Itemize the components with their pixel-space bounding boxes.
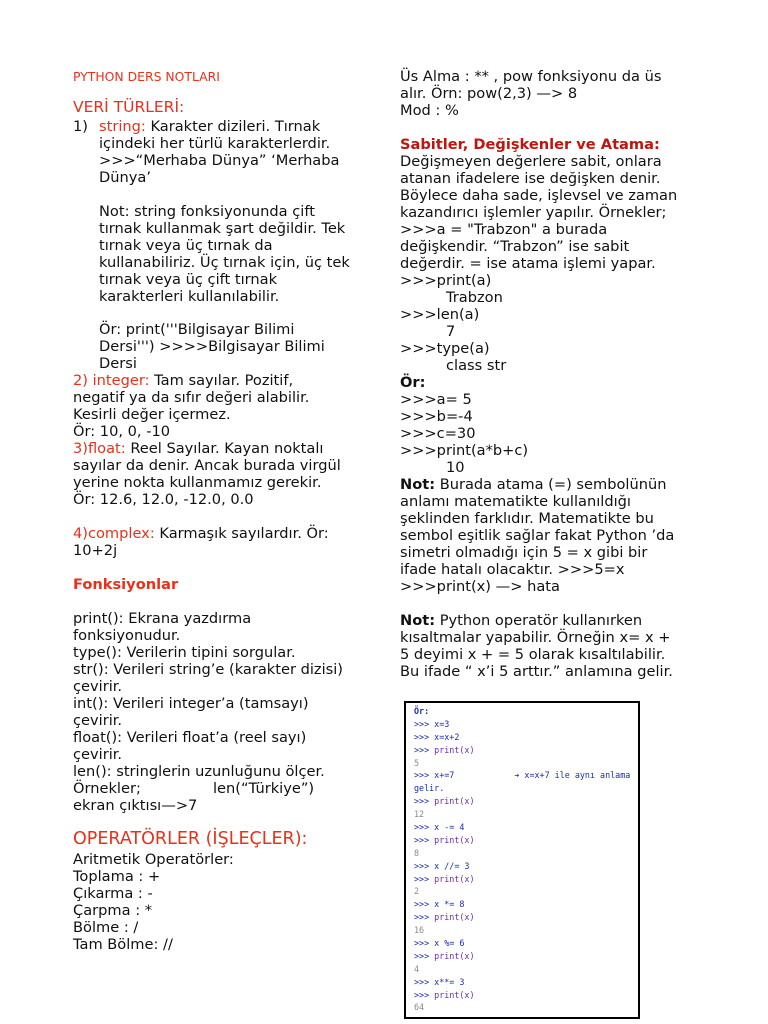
item1-text: Karakter dizileri. Tırnak <box>145 118 321 135</box>
text-line: içindeki her türlü karakterlerdir. <box>99 135 331 152</box>
not1-label: Not: <box>400 476 436 493</box>
code-line: >>> x=3 <box>414 718 450 729</box>
item3-label: 3)float: <box>73 440 126 457</box>
text-line: type(): Verilerin tipini sorgular. <box>73 644 296 661</box>
code-output: 5 <box>414 757 420 768</box>
code-line: >>> print(x) <box>414 873 475 884</box>
text-line: 7 <box>446 323 456 340</box>
text-line: kullanabiliriz. Üç tırnak için, üç tek <box>99 254 350 271</box>
not1-text: Burada atama (=) sembolünün <box>435 476 667 493</box>
code-heading: Ör: <box>414 706 430 716</box>
text-line: len(): stringlerin uzunluğunu ölçer. <box>73 763 325 780</box>
text-line: atanan ifadelere ise değişken denir. <box>400 170 661 187</box>
code-output: 16 <box>414 925 425 936</box>
text-line: >>>c=30 <box>400 425 476 442</box>
text-line: Dersi <box>99 355 137 372</box>
text-line: Tam Bölme: // <box>73 936 173 953</box>
item1-number: 1) <box>73 118 88 135</box>
code-line: >>> x+=7 ➔ x=x+7 ile aynı anlama <box>414 770 631 781</box>
text-line: >>>len(a) <box>400 306 480 323</box>
text-line: >>>type(a) <box>400 340 490 357</box>
code-example-box <box>404 701 640 1019</box>
item1-label: string: <box>99 118 146 135</box>
item1-line1 <box>99 118 320 135</box>
text-line: karakterleri kullanılabilir. <box>99 288 280 305</box>
code-line: >>> x %= 6 <box>414 938 465 949</box>
page-title: PYTHON DERS NOTLARI <box>73 69 220 84</box>
text-line: len(“Türkiye”) <box>213 780 315 797</box>
code-line: >>> print(x) <box>414 744 475 755</box>
code-arrow-note: ➔ x=x+7 ile aynı anlama <box>514 770 631 781</box>
text-line: tırnak veya üç tırnak da <box>99 237 273 254</box>
item4-text: Karmaşık sayılardır. Ör: <box>154 525 329 542</box>
text-line: Bölme : / <box>73 919 139 936</box>
text-line: Not: string fonksiyonunda çift <box>99 203 315 220</box>
text-line: tırnak kullanmak şart değildir. Tek <box>99 220 346 237</box>
text-line: Mod : % <box>400 102 459 119</box>
code-line: >>> print(x) <box>414 989 475 1000</box>
or-label: Ör: <box>400 374 426 391</box>
text-line: class str <box>446 357 507 374</box>
code-line: gelir. <box>414 783 445 794</box>
code-line: >>> x**= 3 <box>414 976 465 987</box>
text-line: Dünya’ <box>99 169 151 186</box>
text-line: değişkendir. “Trabzon” ise sabit <box>400 238 630 255</box>
text-line: yerine nokta kullanmamız gerekir. <box>73 474 322 491</box>
operatorler-heading: OPERATÖRLER (İŞLEÇLER): <box>73 829 308 849</box>
not2-text: Python operatör kullanırken <box>435 612 643 629</box>
text-line: >>>print(a*b+c) <box>400 442 529 459</box>
text-line: Ör: 12.6, 12.0, -12.0, 0.0 <box>73 491 254 508</box>
text-line: sayılar da denir. Ancak burada virgül <box>73 457 341 474</box>
text-line: kısaltmalar yapabilir. Örneğin x= x + <box>400 629 671 646</box>
code-line: >>> x //= 3 <box>414 860 470 871</box>
text-line: simetri olmadığı için 5 = x gibi bir <box>400 544 648 561</box>
code-output: 4 <box>414 963 420 974</box>
text-line: Dersi''') >>>>Bilgisayar Bilimi <box>99 338 325 355</box>
text-line: Bu ifade “ x’i 5 arttır.” anlamına gelir. <box>400 663 673 680</box>
text-line: Trabzon <box>446 289 503 306</box>
text-line: print(): Ekrana yazdırma <box>73 610 252 627</box>
text-line: kazandırıcı işlemler yapılır. Örnekler; <box>400 204 667 221</box>
text-line: Böylece daha sade, işlevsel ve zaman <box>400 187 678 204</box>
text-line: çevirir. <box>73 746 123 763</box>
code-output: 64 <box>414 1002 425 1013</box>
text-line: Aritmetik Operatörler: <box>73 851 234 868</box>
code-line: >>> print(x) <box>414 912 475 923</box>
code-line: >>> print(x) <box>414 950 475 961</box>
item3-text: Reel Sayılar. Kayan noktalı <box>125 440 324 457</box>
text-line: Çıkarma : - <box>73 885 153 902</box>
text-line: tırnak veya üç çift tırnak <box>99 271 278 288</box>
text-line: str(): Verileri string’e (karakter dizisi) <box>73 661 343 678</box>
text-line: negatif ya da sıfır değeri alabilir. <box>73 389 310 406</box>
item2-label: 2) integer: <box>73 372 150 389</box>
text-line: float(): Verileri float’a (reel sayı) <box>73 729 307 746</box>
code-line: >>> x=x+2 <box>414 731 460 742</box>
text-line: Ör: print('''Bilgisayar Bilimi <box>99 321 295 338</box>
text-line: Ör: 10, 0, -10 <box>73 423 171 440</box>
code-line: >>> print(x) <box>414 834 475 845</box>
text-line: Çarpma : * <box>73 902 153 919</box>
text-line: ifade hatalı olacaktır. >>>5=x <box>400 561 625 578</box>
fonksiyonlar-heading: Fonksiyonlar <box>73 576 179 593</box>
text-line: alır. Örn: pow(2,3) —> 8 <box>400 85 578 102</box>
text-line: Örnekler; <box>73 780 141 797</box>
text-line: 10 <box>446 459 465 476</box>
item2-line1 <box>73 372 293 389</box>
veri-turleri-heading: VERİ TÜRLERİ: <box>73 98 185 116</box>
not2-label: Not: <box>400 612 436 629</box>
code-output: 2 <box>414 886 420 897</box>
code-output: 8 <box>414 847 420 858</box>
text-line: Üs Alma : ** , pow fonksiyonu da üs <box>400 68 662 85</box>
text-line: Toplama : + <box>73 868 161 885</box>
text-line: >>>“Merhaba Dünya” ‘Merhaba <box>99 152 340 169</box>
not1-line1 <box>400 476 666 493</box>
item2-text: Tam sayılar. Pozitif, <box>149 372 294 389</box>
text-line: 10+2j <box>73 542 118 559</box>
text-line: 5 deyimi x + = 5 olarak kısaltılabilir. <box>400 646 666 663</box>
item4-line1 <box>73 525 329 542</box>
code-line: >>> x *= 8 <box>414 899 465 910</box>
text-line: değerdir. = ise atama işlemi yapar. <box>400 255 656 272</box>
sabitler-heading: Sabitler, Değişkenler ve Atama: <box>400 136 660 153</box>
text-line: çevirir. <box>73 712 123 729</box>
not2-line1 <box>400 612 642 629</box>
text-line: >>>a = "Trabzon" a burada <box>400 221 608 238</box>
text-line: anlamı matematikte kullanıldığı <box>400 493 631 510</box>
text-line: ekran çıktısı—>7 <box>73 797 198 814</box>
item4-label: 4)complex: <box>73 525 155 542</box>
code-output: 12 <box>414 809 425 820</box>
code-line: >>> x -= 4 <box>414 822 465 833</box>
item3-line1 <box>73 440 323 457</box>
text-line: sembol eşitlik sağlar fakat Python ’da <box>400 527 675 544</box>
text-line: Değişmeyen değerlere sabit, onlara <box>400 153 662 170</box>
code-line: >>> print(x) <box>414 796 475 807</box>
text-line: şeklinden farklıdır. Matematikte bu <box>400 510 654 527</box>
text-line: int(): Verileri integer’a (tamsayı) <box>73 695 309 712</box>
text-line: fonksiyonudur. <box>73 627 181 644</box>
text-line: >>>a= 5 <box>400 391 472 408</box>
text-line: >>>print(x) —> hata <box>400 578 560 595</box>
text-line: >>>b=-4 <box>400 408 473 425</box>
text-line: >>>print(a) <box>400 272 492 289</box>
text-line: çevirir. <box>73 678 123 695</box>
text-line: Kesirli değer içermez. <box>73 406 231 423</box>
